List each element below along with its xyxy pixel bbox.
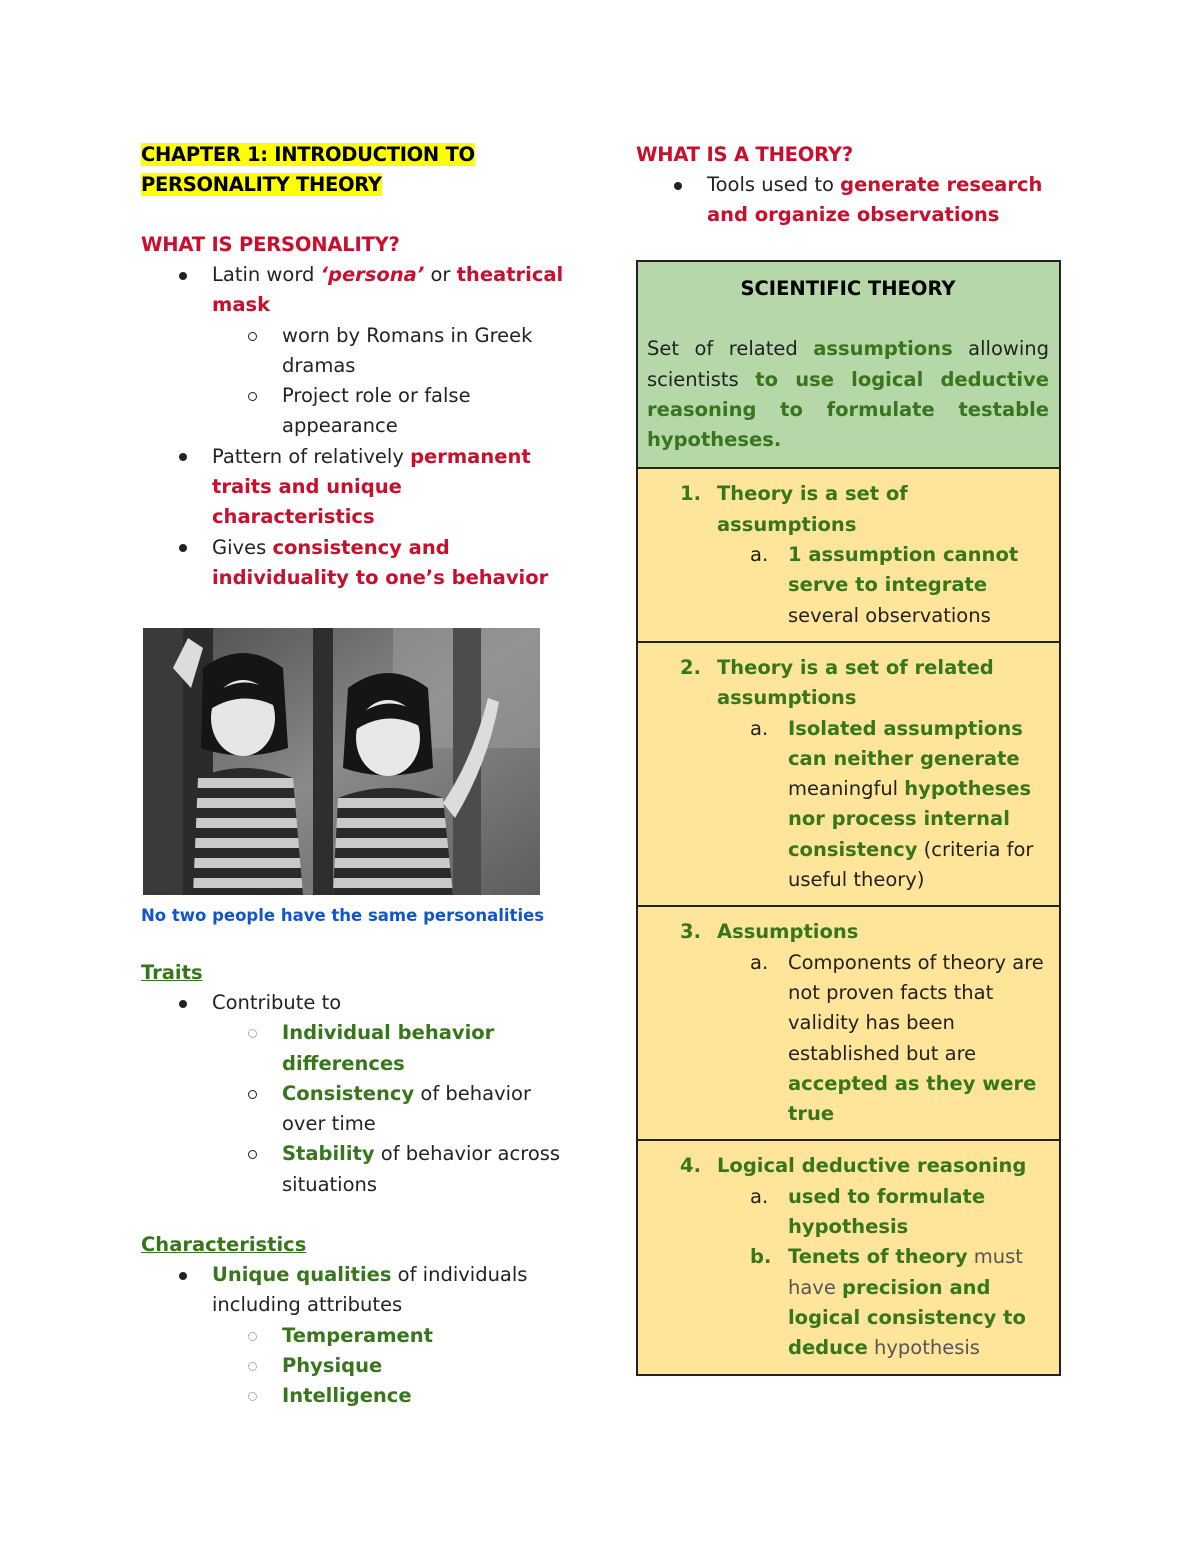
bullet-icon [177,442,189,472]
circle-bullet-icon [245,381,259,411]
scientific-theory-table [636,260,1061,1376]
list-item: Pattern of relatively permanent traits and unique characteristics [141,442,571,533]
bullet-icon [177,988,189,1018]
personality-list [141,260,571,593]
twin-girls-photo [143,628,540,895]
sub-item: a. Isolated assumptions can neither generate meaningful hypotheses nor process internal consistency (criteria for useful theory) [750,716,1034,892]
list-item: Consistency of behavior over time [141,1079,571,1140]
sub-item: a. used to formulate hypothesis [750,1184,986,1239]
chapter-title-line1: CHAPTER 1: INTRODUCTION TO [141,143,475,166]
dotted-circle-bullet-icon [245,1018,259,1048]
circle-bullet-icon [245,321,259,351]
numbered-item: 1. Theory is a set of assumptions [680,482,908,536]
theory-list [636,170,1061,231]
photo-caption: No two people have the same personalities [141,906,545,925]
list-item: worn by Romans in Greek dramas [141,321,571,382]
right-column [636,140,1061,231]
sub-item: b. Tenets of theory must have precision and logical consistency to deduce hypothesis [750,1245,1026,1360]
bullet-icon [177,1260,189,1290]
list-item: Contribute to [141,988,571,1018]
list-item: Gives consistency and individuality to one’s behavior [141,533,571,594]
list-item: Tools used to generate research and organize observations [636,170,1061,231]
list-item: Temperament [141,1321,571,1351]
numbered-item: 4. Logical deductive reasoning [680,1154,1027,1178]
characteristics-list [141,1260,571,1411]
table-row [637,906,1060,1140]
dotted-circle-bullet-icon [245,1321,259,1351]
traits-list [141,988,571,1200]
table-row [637,1140,1060,1374]
circle-bullet-icon [245,1139,259,1169]
left-column [141,140,571,593]
chapter-title [141,140,571,200]
sub-item: a. 1 assumption cannot serve to integrate several observations [750,543,1019,627]
chapter-title-line2: PERSONALITY THEORY [141,173,382,196]
table-header-cell [637,261,1060,468]
traits-section [141,958,571,1412]
characteristics-heading: Characteristics [141,1233,307,1257]
dotted-circle-bullet-icon [245,1381,259,1411]
personality-heading: WHAT IS PERSONALITY? [141,233,400,256]
theory-heading: WHAT IS A THEORY? [636,143,853,166]
sub-item: a. Components of theory are not proven facts that validity has been established but are accepted as they were true [750,950,1044,1126]
list-item: Project role or false appearance [141,381,571,442]
table-title: SCIENTIFIC THEORY [740,277,956,300]
list-item: Individual behavior differences [141,1018,571,1079]
numbered-item: 3. Assumptions [680,920,859,944]
list-item: Intelligence [141,1381,571,1411]
list-item: Latin word ‘persona’ or theatrical mask [141,260,571,321]
photo-illustration [143,628,540,895]
table-definition: Set of related assumptions allowing scientists to use logical deductive reasoning to formulate testable hypotheses. [647,337,1049,452]
list-item: Stability of behavior across situations [141,1139,571,1200]
list-item: Unique qualities of individuals including attributes [141,1260,571,1321]
circle-bullet-icon [245,1079,259,1109]
dotted-circle-bullet-icon [245,1351,259,1381]
numbered-item: 2. Theory is a set of related assumptions [680,655,994,710]
bullet-icon [177,260,189,290]
bullet-icon [672,170,684,200]
bullet-icon [177,533,189,563]
table-row [637,468,1060,641]
table-row [637,642,1060,906]
traits-heading: Traits [141,961,203,984]
list-item: Physique [141,1351,571,1381]
